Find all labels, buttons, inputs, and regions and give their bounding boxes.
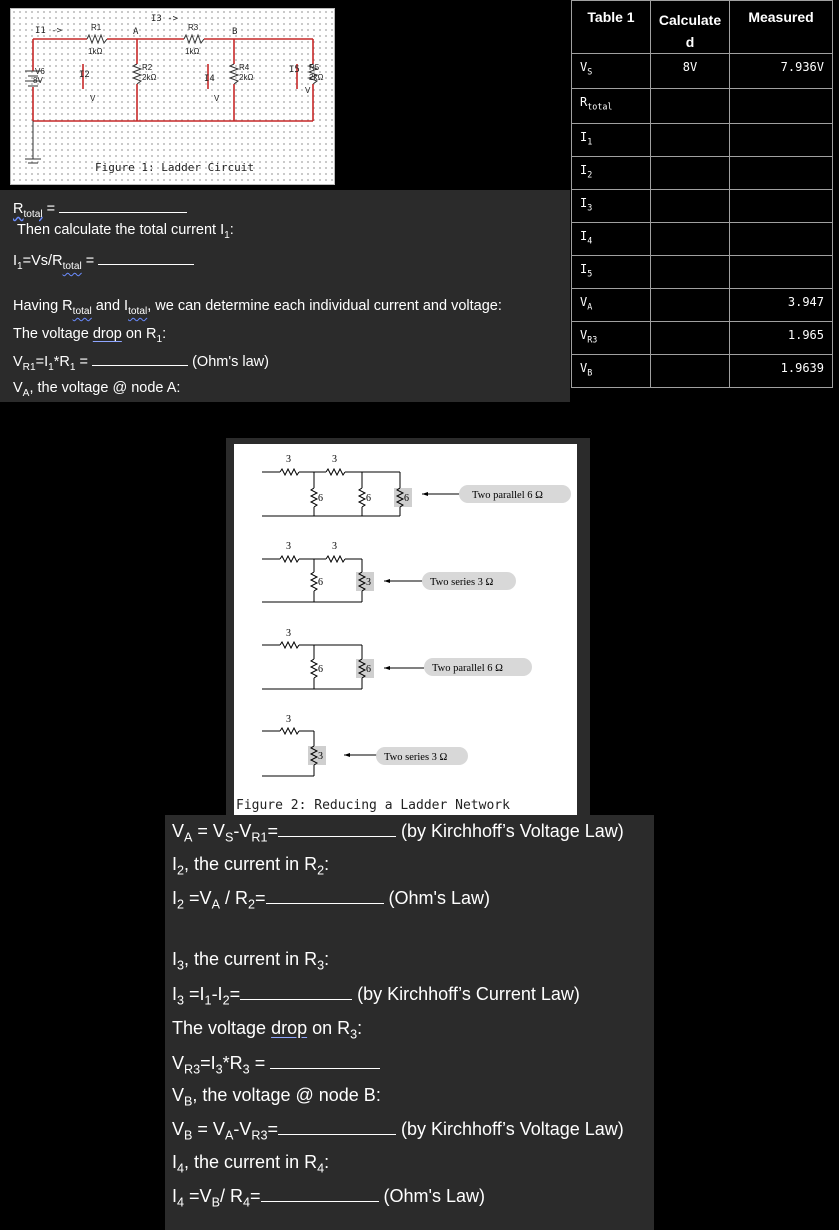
table-row-label: $V_{R3}$ xyxy=(572,322,651,355)
i1-blank[interactable] xyxy=(98,252,194,265)
fig2-r-6a: 6 xyxy=(318,493,323,504)
table-cell-calculated[interactable] xyxy=(651,256,730,289)
r2-value: 2kΩ xyxy=(142,73,157,82)
table-cell-measured[interactable]: 3.947 xyxy=(730,289,833,322)
table-row-label: $R_{total}$ xyxy=(572,89,651,124)
node-label-b: B xyxy=(232,27,238,37)
table-cell-measured[interactable] xyxy=(730,124,833,157)
table-row-label: $I_2$ xyxy=(572,157,651,190)
table-row xyxy=(572,157,833,190)
i4-ohm-line: $I_4 =V_B/$ $R_4= (Ohm's$ Law) xyxy=(172,1186,485,1210)
table-cell-calculated[interactable] xyxy=(651,322,730,355)
table-cell-calculated[interactable] xyxy=(651,157,730,190)
i2-ohm-line: $I_2 =V_A / R_2= (Ohm's$ Law) xyxy=(172,888,490,912)
table-row-label: $I_3$ xyxy=(572,190,651,223)
r1-value: 1kΩ xyxy=(88,47,103,56)
table-header-measured: Measured xyxy=(730,1,833,54)
r4-name: R4 xyxy=(239,63,250,72)
r5-value: 2kΩ xyxy=(309,73,324,82)
having-line: Having $R_{total}$ and $I_{total}$, we can determine each individual current and voltage: xyxy=(13,298,502,317)
fig2-r-3h: 3 xyxy=(318,751,323,762)
vb-blank[interactable] xyxy=(278,1120,396,1135)
i4-blank[interactable] xyxy=(261,1187,379,1202)
table-cell-measured[interactable] xyxy=(730,89,833,124)
current-label-i4: I4 xyxy=(204,74,215,84)
i1-line: $I_1=Vs/R_{total}$ = xyxy=(13,252,194,272)
fig2-r-3g: 3 xyxy=(286,714,291,725)
table-cell-calculated[interactable] xyxy=(651,223,730,256)
ladder-circuit-diagram xyxy=(11,9,334,184)
table-cell-calculated[interactable] xyxy=(651,355,730,388)
rtotal-blank[interactable] xyxy=(59,200,187,213)
va-line: $V_A$, the voltage @ node A: xyxy=(13,380,181,399)
figure1-ladder-circuit xyxy=(10,8,335,185)
fig2-note-4: Two series 3 Ω xyxy=(384,752,448,763)
fig2-r-6f: 6 xyxy=(366,664,371,675)
i2-heading-line: $I_2$, the current in $R_2$: xyxy=(172,854,330,878)
i3-blank[interactable] xyxy=(240,985,352,1000)
upper-text-panel xyxy=(0,190,570,402)
r3-value: 1kΩ xyxy=(185,47,200,56)
table-row-label: $V_B$ xyxy=(572,355,651,388)
vr3-line: $V_{R3}=I_3*R_3$ = xyxy=(172,1053,380,1077)
table-row xyxy=(572,190,833,223)
table-cell-measured[interactable] xyxy=(730,157,833,190)
table-row xyxy=(572,89,833,124)
va-kvl-line: $V_A = V_S-V_{R1}= (by$ Kirchhoff’s Voltage Law) xyxy=(172,821,624,845)
then-line: Then calculate the total current $I_1$: xyxy=(17,222,234,241)
table-row xyxy=(572,355,833,388)
figure2-caption: Figure 2: Reducing a Ladder Network xyxy=(236,798,510,813)
voltmeter-label-1: V xyxy=(90,94,96,103)
fig2-r-3a: 3 xyxy=(286,454,291,465)
vr1-blank[interactable] xyxy=(92,353,188,366)
fig2-r-3e: 3 xyxy=(366,577,371,588)
table-row-label: $I_5$ xyxy=(572,256,651,289)
r2-name: R2 xyxy=(142,63,153,72)
vb-heading-line: $V_B$, the voltage @ node B: xyxy=(172,1085,381,1109)
ladder-reduction-diagram xyxy=(234,444,577,816)
table-header-calculated: Calculated xyxy=(651,1,730,54)
i3-heading-line: $I_3$, the current in $R_3$: xyxy=(172,949,330,973)
r4-value: 2kΩ xyxy=(239,73,254,82)
fig2-r-6b: 6 xyxy=(366,493,371,504)
table-cell-measured[interactable]: 1.9639 xyxy=(730,355,833,388)
figure2-reducing-ladder xyxy=(234,444,577,816)
fig2-r-3b: 3 xyxy=(332,454,337,465)
drop-r3-line: The voltage drop on $R_3$: xyxy=(172,1018,363,1042)
table-row xyxy=(572,289,833,322)
table1-panel xyxy=(571,0,839,398)
drop-r1-line: The voltage drop on $R_1$: xyxy=(13,326,167,345)
table-row xyxy=(572,124,833,157)
voltmeter-label-3: V xyxy=(305,86,311,95)
current-label-i1: I1 -> xyxy=(35,26,63,36)
table-cell-calculated[interactable]: 8V xyxy=(651,54,730,89)
r5-name: R5 xyxy=(309,63,320,72)
source-name: V6 xyxy=(35,67,45,76)
table-row-label: $I_4$ xyxy=(572,223,651,256)
lower-text-panel xyxy=(165,815,654,1230)
table-cell-measured[interactable]: 1.965 xyxy=(730,322,833,355)
va-blank[interactable] xyxy=(278,822,396,837)
i2-blank[interactable] xyxy=(266,889,384,904)
current-label-i2: I2 xyxy=(79,70,90,80)
current-label-i5: I5 xyxy=(289,65,300,75)
table-row-label: $V_S$ xyxy=(572,54,651,89)
r1-name: R1 xyxy=(91,23,102,32)
table-row xyxy=(572,322,833,355)
fig2-r-3f: 3 xyxy=(286,628,291,639)
table-cell-measured[interactable] xyxy=(730,223,833,256)
fig2-r-3d: 3 xyxy=(332,541,337,552)
node-label-a: A xyxy=(133,27,139,37)
table-row-label: $V_A$ xyxy=(572,289,651,322)
fig2-r-6d: 6 xyxy=(318,577,323,588)
table-row xyxy=(572,256,833,289)
voltmeter-label-2: V xyxy=(214,94,220,103)
table-cell-calculated[interactable] xyxy=(651,289,730,322)
table-cell-calculated[interactable] xyxy=(651,190,730,223)
table-row-label: $I_1$ xyxy=(572,124,651,157)
table1 xyxy=(571,0,833,388)
table-cell-measured[interactable] xyxy=(730,190,833,223)
fig2-note-3: Two parallel 6 Ω xyxy=(432,663,503,674)
fig2-r-3c: 3 xyxy=(286,541,291,552)
table-cell-measured[interactable]: 7.936V xyxy=(730,54,833,89)
vr3-blank[interactable] xyxy=(270,1054,380,1069)
table-cell-calculated[interactable] xyxy=(651,124,730,157)
source-value: 8V xyxy=(33,76,43,85)
table-cell-calculated[interactable] xyxy=(651,89,730,124)
table-cell-measured[interactable] xyxy=(730,256,833,289)
table-header-label: Table 1 xyxy=(572,1,651,54)
fig2-note-2: Two series 3 Ω xyxy=(430,577,494,588)
vr1-line: $V_{R1}=I_1*R_1 = (Ohm's$ law) xyxy=(13,354,269,373)
table-row xyxy=(572,223,833,256)
i3-kcl-line: $I_3 =I_1-I_2= (by$ Kirchhoff’s Current Law) xyxy=(172,984,580,1008)
fig2-note-1: Two parallel 6 Ω xyxy=(472,490,543,501)
figure1-caption: Figure 1: Ladder Circuit xyxy=(95,161,254,174)
current-label-i3: I3 -> xyxy=(151,14,179,24)
fig2-r-6e: 6 xyxy=(318,664,323,675)
fig2-r-6c: 6 xyxy=(404,493,409,504)
vb-kvl-line: $V_B = V_A-V_{R3}= (by$ Kirchhoff’s Voltage Law) xyxy=(172,1119,624,1143)
table-row xyxy=(572,54,833,89)
rtotal-line: $R_{total}$ = xyxy=(13,200,187,220)
i4-heading-line: $I_4$, the current in $R_4$: xyxy=(172,1152,330,1176)
r3-name: R3 xyxy=(188,23,199,32)
